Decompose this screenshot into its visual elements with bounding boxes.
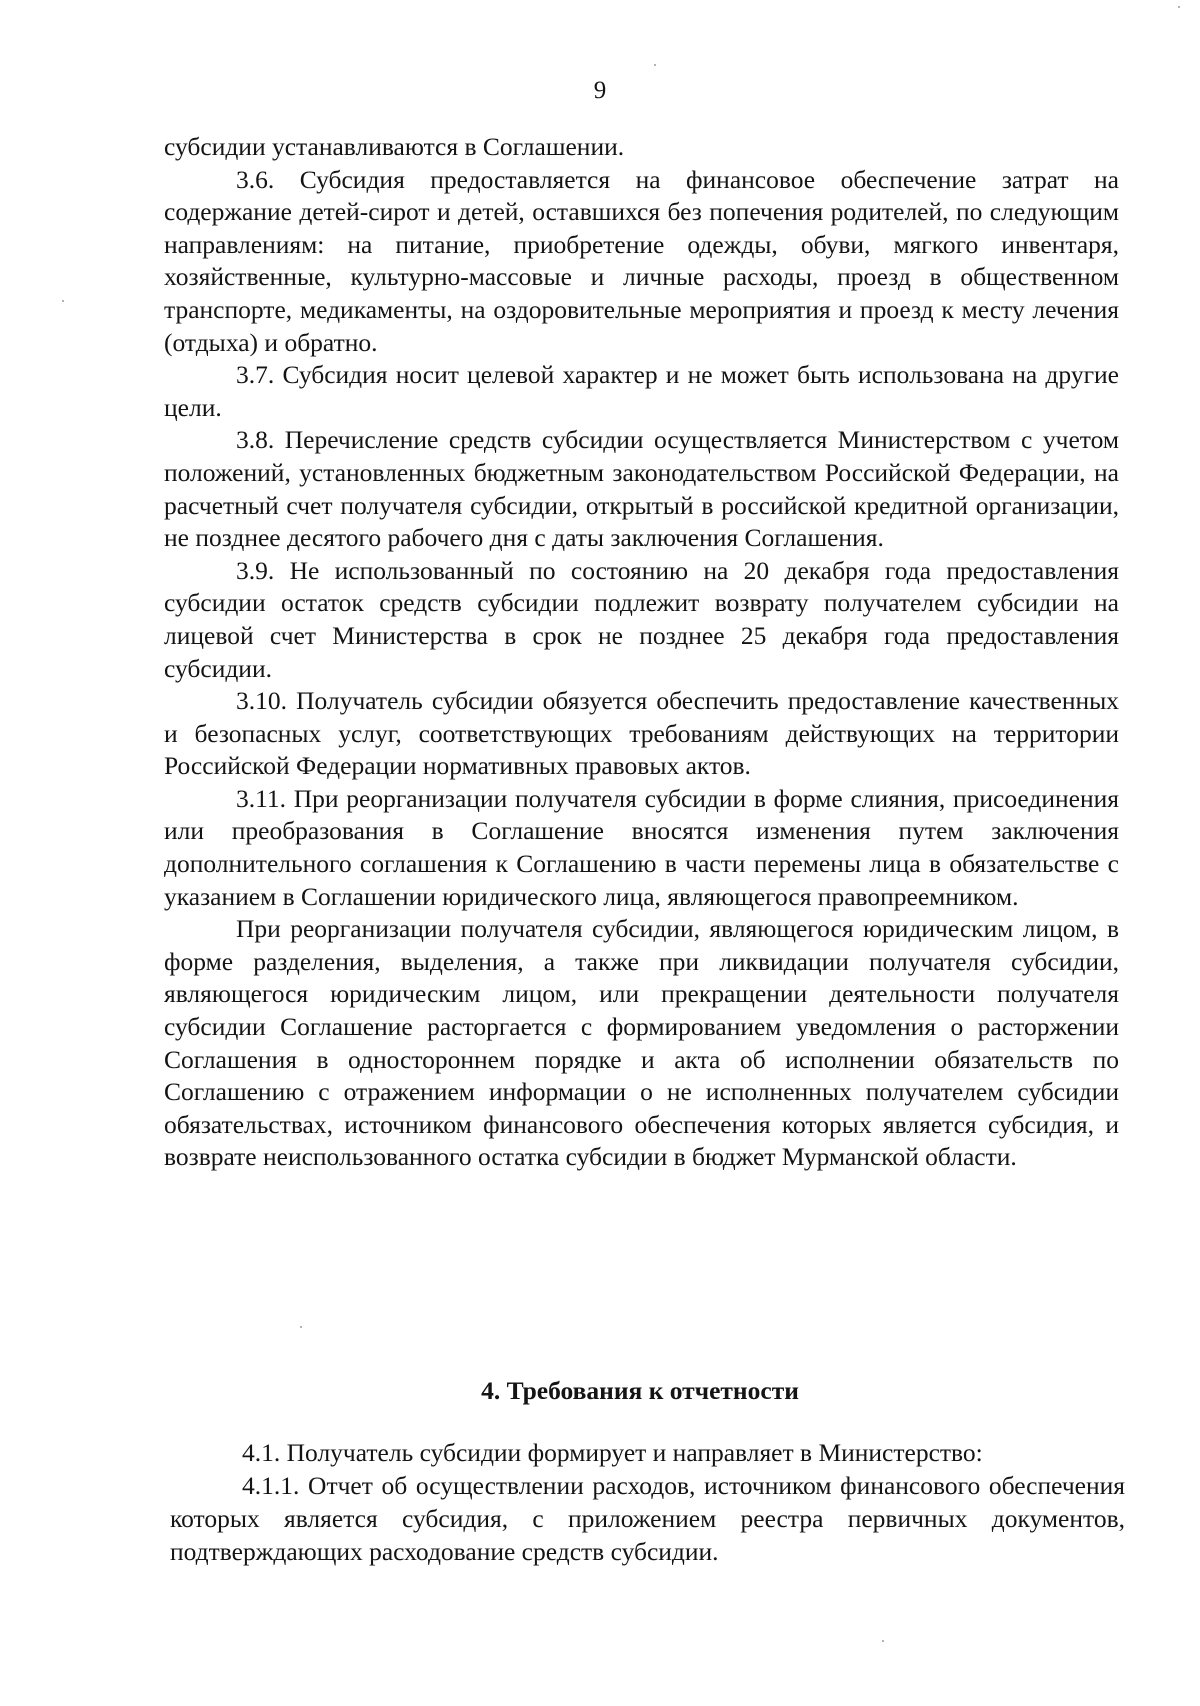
paragraph-3-9: 3.9. Не использованный по состоянию на 20 декабря года предоставления субсидии остаток средств субсидии подлежит возврату получателем субсидии на лицевой счет Министерства в срок не позднее 25 декабря года предоставления субсидии. [164, 555, 1119, 683]
paragraph-3-11-reorganization: При реорганизации получателя субсидии, являющегося юридическим лицом, в форме разделения, выделения, а также при ликвидации получателя субсидии, являющегося юридическим лицом, или прекращении деятельности получателя субсидии Соглашение расторгается с формированием уведомления о расторжении Соглашения в одностороннем порядке и акта об исполнении обязательств по Соглашению с отражением информации о не исполненных получателем субсидии обязательствах, источником финансового обеспечения которых является субсидия, и возврате неиспользованного остатка субсидии в бюджет Мурманской области. [164, 914, 1119, 1172]
paragraph-3-5-continuation: субсидии устанавливаются в Соглашении. [164, 132, 625, 161]
paragraph-3-8: 3.8. Перечисление средств субсидии осуществляется Министерством с учетом положений, установленных бюджетным законодательством Российской Федерации, на расчетный счет получателя субсидии, открытый в российской кредитной организации, не позднее десятого рабочего дня с даты заключения Соглашения. [164, 425, 1119, 553]
scan-speck [882, 1640, 884, 1642]
section-text [170, 1436, 1125, 1568]
body-text [164, 131, 1119, 1174]
paragraph-3-10: 3.10. Получатель субсидии обязуется обеспечить предоставление качественных и безопасных услуг, соответствующих требованиям действующих на территории Российской Федерации нормативных правовых актов. [164, 686, 1119, 781]
paragraph-4-1-1: 4.1.1. Отчет об осуществлении расходов, источником финансового обеспечения которых является субсидия, с приложением реестра первичных документов, подтверждающих расходование средств субсидии. [170, 1471, 1125, 1566]
scan-speck [654, 64, 656, 66]
page-number: 9 [593, 77, 607, 104]
paragraph-3-6: 3.6. Субсидия предоставляется на финансовое обеспечение затрат на содержание детей-сирот и детей, оставшихся без попечения родителей, по следующим направлениям: на питание, приобретение одежды, обуви, мягкого инвентаря, хозяйственные, культурно-массовые и личные расходы, проезд в общественном транспорте, медикаменты, на оздоровительные мероприятия и проезд к месту лечения (отдыха) и обратно. [164, 164, 1119, 357]
scan-speck [62, 300, 64, 302]
scan-speck [300, 1326, 302, 1328]
paragraph-4-1: 4.1. Получатель субсидии формирует и направляет в Министерство: [242, 1438, 983, 1467]
scan-speck [1178, 6, 1180, 8]
section-title: 4. Требования к отчетности [481, 1376, 799, 1405]
paragraph-3-11: 3.11. При реорганизации получателя субсидии в форме слияния, присоединения или преобразования в Соглашение вносятся изменения путем заключения дополнительного соглашения к Соглашению в части перемены лица в обязательстве с указанием в Соглашении юридического лица, являющегося правопреемником. [164, 783, 1119, 911]
paragraph-3-7: 3.7. Субсидия носит целевой характер и не может быть использована на другие цели. [164, 360, 1119, 422]
